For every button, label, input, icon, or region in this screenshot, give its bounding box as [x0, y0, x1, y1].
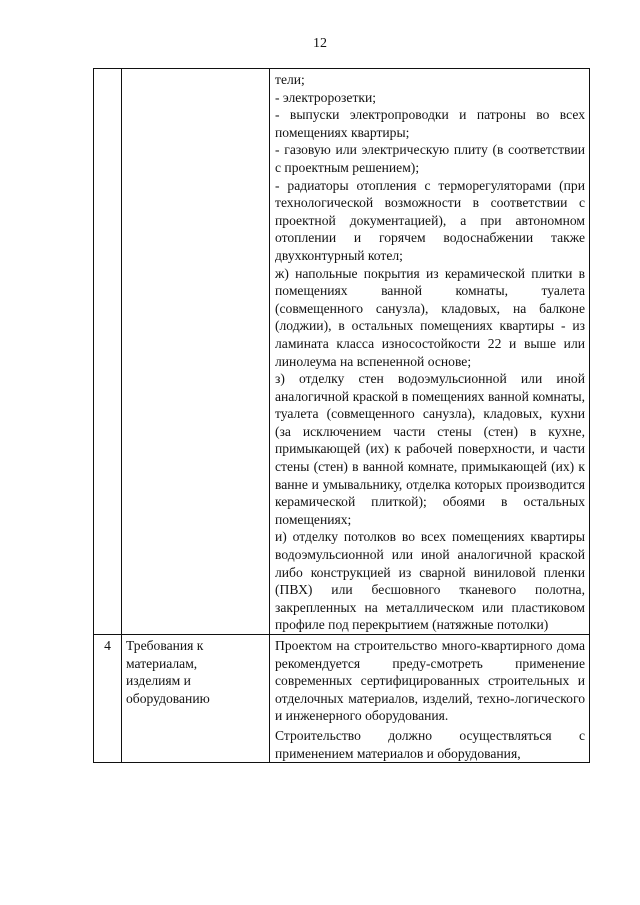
description-paragraph: - электророзетки; — [275, 89, 377, 105]
row-name-line: Требования к — [126, 638, 204, 653]
row-description-cell — [270, 635, 590, 763]
row-name-line: материалам, — [126, 655, 198, 671]
description-paragraph: - радиаторы отопления с терморегуляторами (при технологической возможности в соответствии с проектной документацией), а при автономном отоплении и горячем водоснабжении также двухконтурный котел; — [275, 177, 585, 263]
row-number-cell: 4 — [94, 635, 122, 763]
row-description-cell — [270, 69, 590, 635]
row-name-cell — [122, 635, 270, 763]
table-row — [94, 635, 590, 763]
table-row — [94, 69, 590, 635]
description-paragraph: тели; — [275, 72, 305, 87]
row-name-line: изделиям и — [126, 673, 191, 689]
description-paragraph: и) отделку потолков во всех помещениях квартиры водоэмульсионной или иной аналогичной краской либо конструкцией из сварной виниловой пленки (ПВХ) или бесшовного тканевого полотна, закрепленных на металлическом или пластиковом профиле под перекрытием (натяжные потолки) — [275, 529, 585, 633]
row-number-cell — [94, 69, 122, 635]
description-paragraph: ж) напольные покрытия из керамической плитки в помещениях ванной комнаты, туалета (совмещенного санузла), кладовых, на балконе (лоджии), в остальных помещениях квартиры - из ламината класса износостойкости 22 и выше или линолеума на вспененной основе; — [275, 265, 585, 369]
description-paragraph: - выпуски электропроводки и патроны во всех помещениях квартиры; — [275, 107, 585, 140]
description-paragraph: Проектом на строительство много-квартирного дома рекомендуется преду-смотреть применение современных сертифицированных строительных и отделочных материалов, изделий, техно-логического и инженерного оборудования. — [275, 638, 585, 724]
requirements-table — [93, 68, 590, 763]
row-name-line: оборудованию — [126, 690, 210, 706]
description-paragraph: - газовую или электрическую плиту (в соответствии с проектным решением); — [275, 142, 585, 175]
row-name-cell — [122, 69, 270, 635]
description-paragraph: з) отделку стен водоэмульсионной или иной аналогичной краской в помещениях ванной комнаты, туалета (совмещенного санузла), кладовых, кухни (за исключением части стены (стен) в кухне, примыкающей (их) к рабочей поверхности, и части стены (стен) в ванной комнате, примыкающей (их) к ванне и умывальнику, отделка которых производится керамической плиткой); обоями в остальных помещениях; — [275, 371, 585, 527]
page-number: 12 — [313, 36, 327, 51]
description-paragraph: Строительство должно осуществляться с применением материалов и оборудования, — [275, 727, 585, 761]
